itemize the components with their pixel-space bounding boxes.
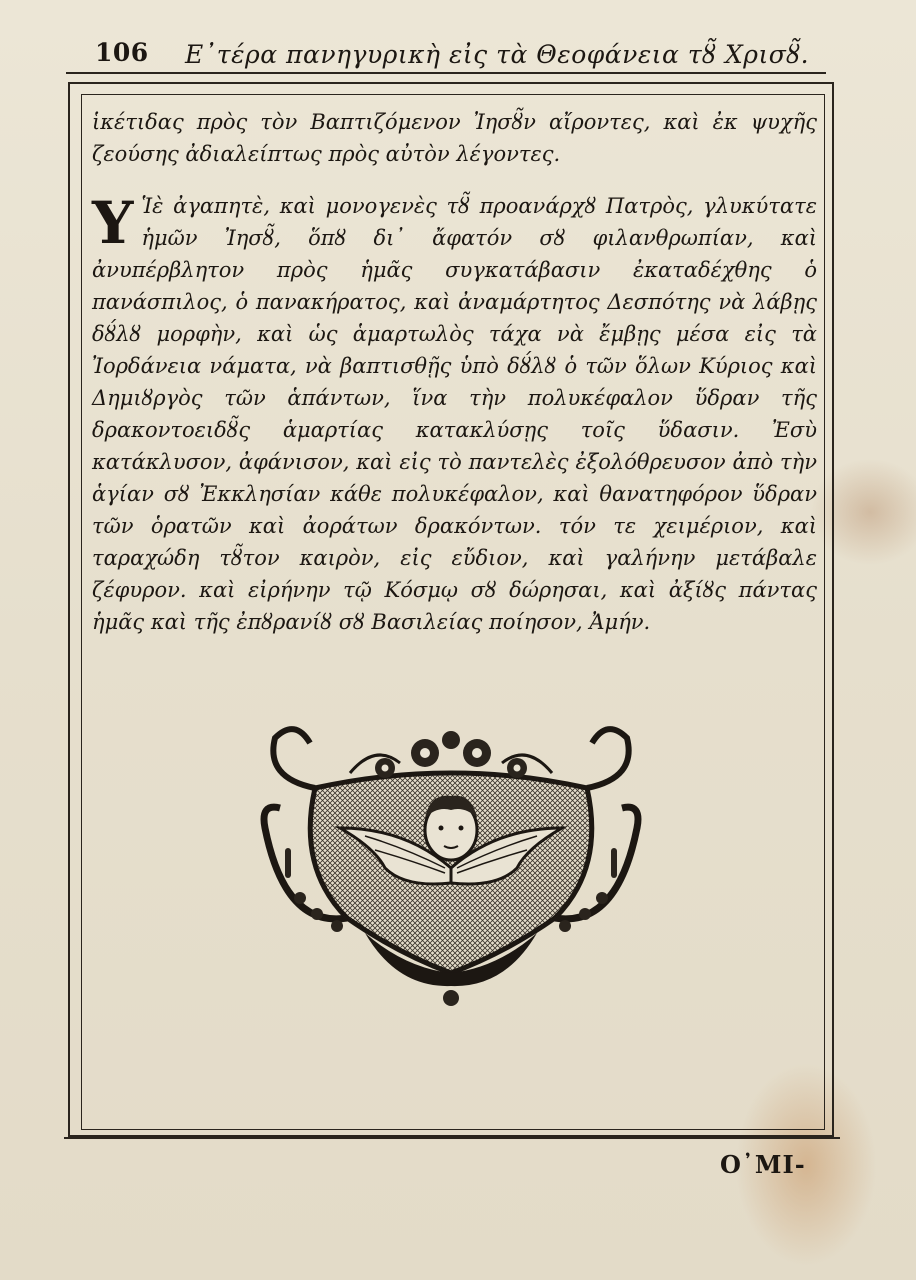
intro-paragraph: ἱκέτιδας πρὸς τὸν Βαπτιζόμενον Ἰησȣ̃ν αἴροντες, καὶ ἐκ ψυχῆς ζεούσης ἀδιαλείπτως πρὸς αὐτὸν λέγοντες. xyxy=(92,110,817,166)
header-rule xyxy=(66,72,826,74)
body-text xyxy=(92,106,817,638)
footer-rule xyxy=(64,1137,840,1139)
page-number: 106 xyxy=(95,38,149,67)
prayer-text: Ἱὲ ἀγαπητὲ, καὶ μονογενὲς τȣ̃ προανάρχȣ Πατρὸς, γλυκύτατε ἡμῶν Ἰησȣ̃, ὅπȣ δι᾽ ἄφατόν σȣ φιλανθρωπίαν, καὶ ἀνυπέρβλητον πρὸς ἡμᾶς συγκατάβασιν ἐκαταδέχθης ὁ πανάσπιλος, ὁ πανακήρατος, καὶ ἀναμάρτητος Δεσπότης νὰ λάβῃς δȣ́λȣ μορφὴν, καὶ ὡς ἁμαρτωλὸς τάχα νὰ ἔμβῃς μέσα εἰς τὰ Ἰορδάνεια νάματα, νὰ βαπτισθῇς ὑπὸ δȣ́λȣ ὁ τῶν ὅλων Κύριος καὶ Δημιȣργὸς τῶν ἁπάντων, ἵνα τὴν πολυκέφαλον ὕδραν τῆς δρακοντοειδȣ̃ς ἁμαρτίας κατακλύσῃς τοῖς ὕδασιν. Ἐσὺ κατάκλυσον, ἀφάνισον, καὶ εἰς τὸ παντελὲς ἐξολόθρευσον ἀπὸ τὴν ἁγίαν σȣ Ἐκκλησίαν κάθε πολυκέφαλον, καὶ θανατηφόρον ὕδραν τῶν ὁρατῶν καὶ ἀοράτων δρακόντων. τόν τε χειμέριον, καὶ ταραχώδη τȣ̃τον καιρὸν, εἰς εὔδιον, καὶ γαλήνην μετάβαλε ζέφυρον. καὶ εἰρήνην τῷ Κόσμῳ σȣ δώρησαι, καὶ ἀξίȣς πάντας ἡμᾶς καὶ τῆς ἐπȣρανίȣ σȣ Βασιλείας ποίησον, Ἀμήν. xyxy=(92,194,817,634)
catchword: Ο᾽ΜΙ- xyxy=(720,1150,806,1179)
prayer-paragraph xyxy=(92,190,817,638)
drop-cap: Υ xyxy=(92,189,134,257)
running-title: Ε᾽τέρα πανηγυρικὴ εἰς τὰ Θεοφάνεια τȣ̃ Χρισȣ̃. xyxy=(185,40,810,69)
cartouche-ornament xyxy=(255,718,647,1013)
